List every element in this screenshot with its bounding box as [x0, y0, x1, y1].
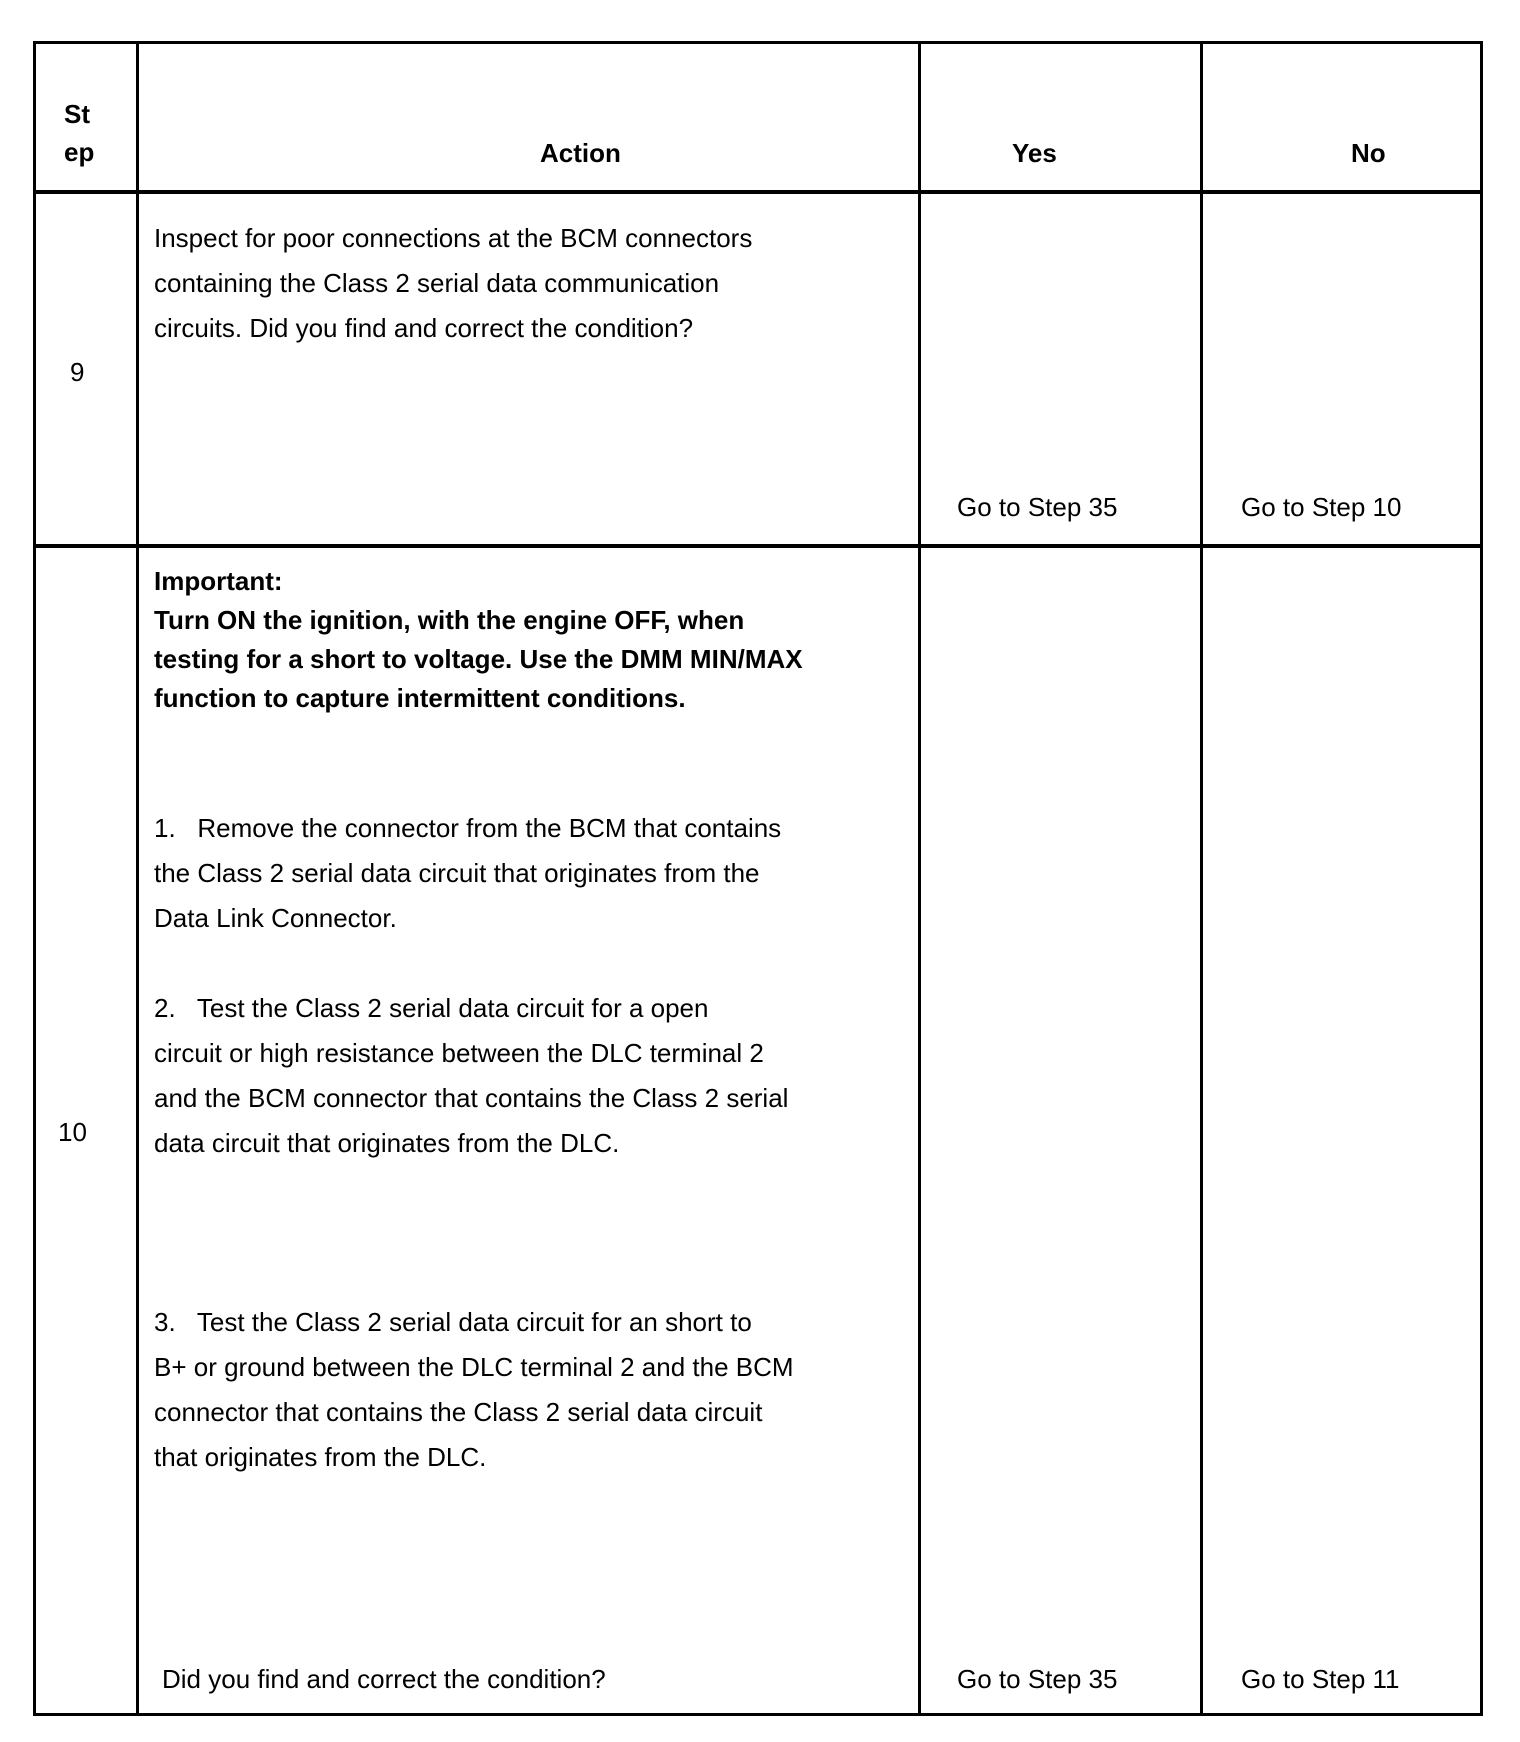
text-line: B+ or ground between the DLC terminal 2 and the BCM [154, 1352, 794, 1382]
text-line: 2. Test the Class 2 serial data circuit for a open [154, 993, 709, 1023]
header-step-line2: ep [64, 137, 95, 167]
text-line: circuits. Did you find and correct the condition? [154, 313, 694, 343]
text-line: 3. Test the Class 2 serial data circuit for an short to [154, 1307, 752, 1337]
text-line: data circuit that originates from the DLC. [154, 1128, 620, 1158]
row-9-step: 9 [70, 357, 85, 387]
text-line: connector that contains the Class 2 serial data circuit [154, 1397, 763, 1427]
text-line: Inspect for poor connections at the BCM connectors [154, 223, 753, 253]
header-yes: Yes [1012, 138, 1057, 168]
header-step-line1: St [64, 99, 90, 129]
text-line: Turn ON the ignition, with the engine OFF, when [154, 605, 745, 635]
row-10-question: Did you find and correct the condition? [162, 1664, 606, 1694]
header-action: Action [540, 138, 621, 168]
text-line: and the BCM connector that contains the Class 2 serial [154, 1083, 789, 1113]
text-line: testing for a short to voltage. Use the DMM MIN/MAX [154, 644, 803, 674]
procedure-step-1 [154, 806, 781, 941]
procedure-step-3 [154, 1300, 794, 1480]
row-9-no: Go to Step 10 [1241, 492, 1402, 522]
row-10-step: 10 [58, 1117, 87, 1147]
row-10-no: Go to Step 11 [1241, 1664, 1400, 1694]
text-line: the Class 2 serial data circuit that originates from the [154, 858, 760, 888]
row-divider [36, 544, 1480, 548]
text-line: containing the Class 2 serial data communication [154, 268, 720, 298]
important-label: Important: [154, 566, 283, 596]
header-no: No [1351, 138, 1386, 168]
row-9-yes: Go to Step 35 [957, 492, 1118, 522]
column-divider [918, 44, 921, 1713]
header-step [64, 95, 94, 171]
text-line: that originates from the DLC. [154, 1442, 487, 1472]
column-divider [136, 44, 139, 1713]
text-line: circuit or high resistance between the DLC terminal 2 [154, 1038, 764, 1068]
text-line: function to capture intermittent conditions. [154, 683, 686, 713]
row-divider [36, 190, 1480, 194]
text-line: 1. Remove the connector from the BCM that contains [154, 813, 782, 843]
procedure-step-2 [154, 986, 788, 1166]
important-note [154, 562, 803, 718]
column-divider [1200, 44, 1203, 1713]
row-9-action [154, 216, 752, 351]
text-line: Data Link Connector. [154, 903, 397, 933]
row-10-yes: Go to Step 35 [957, 1664, 1118, 1694]
